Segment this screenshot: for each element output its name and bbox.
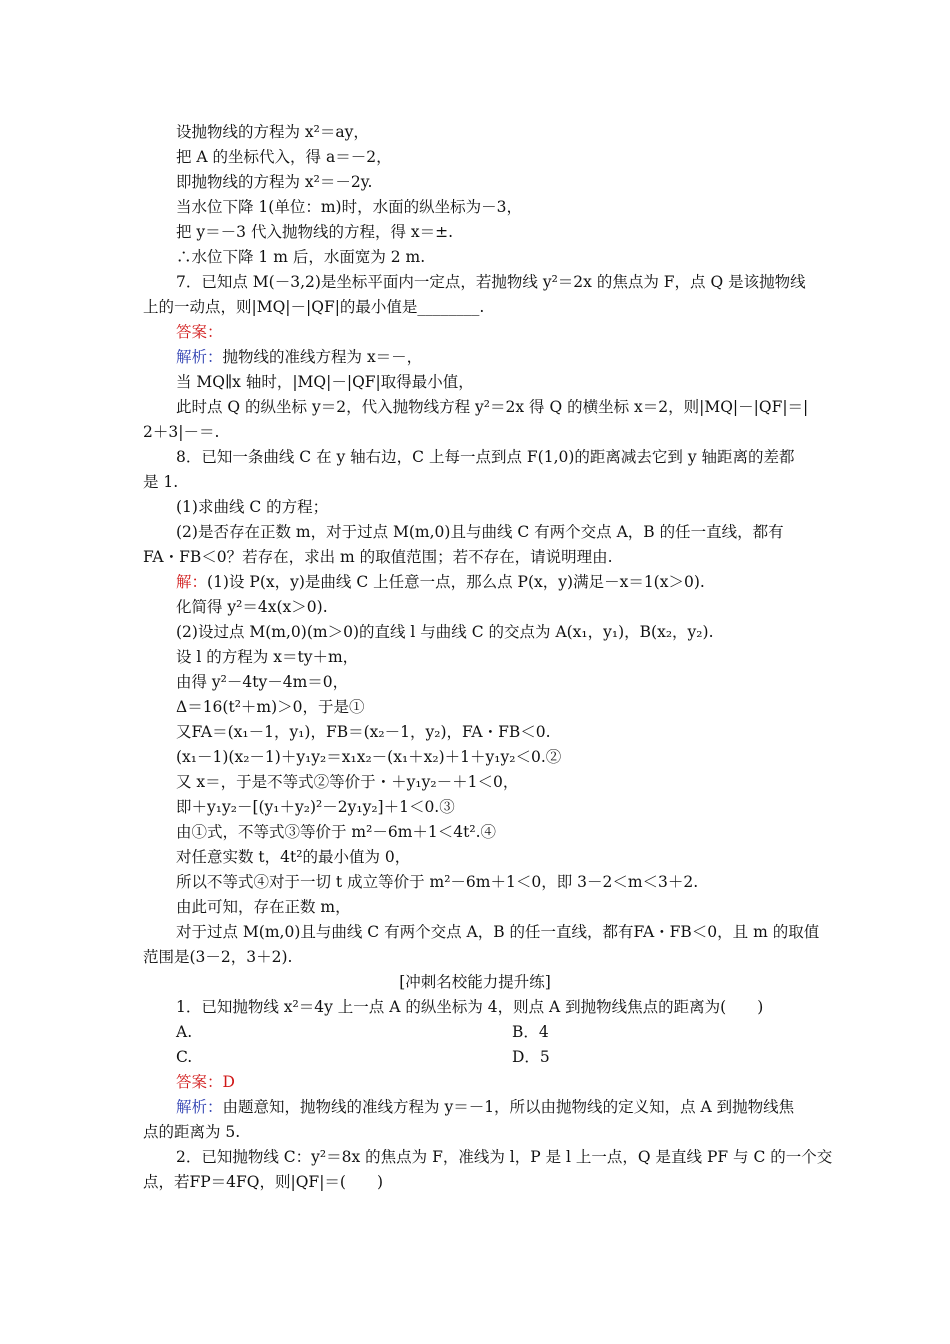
text-line: 由①式，不等式③等价于 m²－6m＋1＜4t².④ <box>176 823 496 841</box>
text-line: 点的距离为 5. <box>143 1123 241 1141</box>
option-c: C. <box>176 1048 193 1066</box>
answer-label: 答案：D <box>176 1073 235 1091</box>
text-line: 又 x＝，于是不等式②等价于・＋y₁y₂－＋1＜0， <box>176 773 519 791</box>
question-8: 8．已知一条曲线 C 在 y 轴右边，C 上每一点到点 F(1,0)的距离减去它到 y 轴距离的差都 <box>176 448 795 466</box>
section-heading: [冲刺名校能力提升练] <box>399 973 551 991</box>
text-line: 即抛物线的方程为 x²＝－2y. <box>176 173 373 191</box>
text-line: (2)是否存在正数 m，对于过点 M(m,0)且与曲线 C 有两个交点 A，B 的任一直线，都有 <box>176 523 784 541</box>
analysis-text: 由题意知，抛物线的准线方程为 y＝－1，所以由抛物线的定义知，点 A 到抛物线焦 <box>222 1098 795 1116</box>
question-2-cont: 点，若FP＝4FQ，则|QF|＝( ) <box>143 1173 384 1191</box>
text-line: 由得 y²－4ty－4m＝0， <box>176 673 349 691</box>
text-line: 又FA＝(x₁－1，y₁)，FB＝(x₂－1，y₂)，FA・FB＜0. <box>176 723 551 741</box>
analysis-line <box>176 346 422 368</box>
text-line: 对于过点 M(m,0)且与曲线 C 有两个交点 A，B 的任一直线，都有FA・FB＜0，且 m 的取值 <box>176 923 820 941</box>
question-8-cont: 是 1. <box>143 473 179 491</box>
text-line: 化简得 y²＝4x(x＞0). <box>176 598 328 616</box>
text-line: 把 A 的坐标代入，得 a＝－2， <box>176 148 392 166</box>
text-line: 所以不等式④对于一切 t 成立等价于 m²－6m＋1＜0，即 3－2＜m＜3＋2. <box>176 873 699 891</box>
option-b: B．4 <box>512 1023 549 1041</box>
question-7-cont: 上的一动点，则|MQ|－|QF|的最小值是________. <box>143 298 485 316</box>
analysis-line <box>176 1096 794 1118</box>
text-line: (x₁－1)(x₂－1)＋y₁y₂＝x₁x₂－(x₁＋x₂)＋1＋y₁y₂＜0.② <box>176 748 562 766</box>
option-d: D．5 <box>512 1048 550 1066</box>
question-2: 2．已知抛物线 C：y²＝8x 的焦点为 F，准线为 l，P 是 l 上一点，Q 是直线 PF 与 C 的一个交 <box>176 1148 833 1166</box>
text-line: 此时点 Q 的纵坐标 y＝2，代入抛物线方程 y²＝2x 得 Q 的横坐标 x＝2，则|MQ|－|QF|＝| <box>176 398 809 416</box>
text-line: 设抛物线的方程为 x²＝ay， <box>176 123 369 141</box>
text-line: (2)设过点 M(m,0)(m＞0)的直线 l 与曲线 C 的交点为 A(x₁，y₁)，B(x₂，y₂). <box>176 623 714 641</box>
text-line: 当 MQ∥x 轴时，|MQ|－|QF|取得最小值， <box>176 373 474 391</box>
text-line: 由此可知，存在正数 m， <box>176 898 351 916</box>
text-line: 即＋y₁y₂－[(y₁＋y₂)²－2y₁y₂]＋1＜0.③ <box>176 798 455 816</box>
question-1: 1．已知抛物线 x²＝4y 上一点 A 的纵坐标为 4，则点 A 到抛物线焦点的距离为( ) <box>176 998 764 1016</box>
analysis-label: 解析： <box>176 1098 223 1116</box>
question-7: 7．已知点 M(－3,2)是坐标平面内一定点，若抛物线 y²＝2x 的焦点为 F，点 Q 是该抛物线 <box>176 273 806 291</box>
text-line: 当水位下降 1(单位：m)时，水面的纵坐标为－3， <box>176 198 522 216</box>
analysis-text: 抛物线的准线方程为 x＝－， <box>222 348 423 366</box>
solution-label: 解： <box>176 573 208 591</box>
text-line: 范围是(3－2，3＋2). <box>143 948 293 966</box>
text-line: 2＋3|－＝. <box>143 423 220 441</box>
text-line: 对任意实数 t，4t²的最小值为 0， <box>176 848 411 866</box>
solution-line <box>176 571 705 593</box>
answer-label: 答案： <box>176 323 223 341</box>
text-line: 把 y＝－3 代入抛物线的方程，得 x＝±. <box>176 223 454 241</box>
text-line: (1)求曲线 C 的方程； <box>176 498 329 516</box>
text-line: Δ＝16(t²＋m)＞0，于是① <box>176 698 365 716</box>
text-line: ∴水位下降 1 m 后，水面宽为 2 m. <box>176 248 426 266</box>
text-line: FA・FB＜0？若存在，求出 m 的取值范围；若不存在，请说明理由. <box>143 548 613 566</box>
solution-text: (1)设 P(x，y)是曲线 C 上任意一点，那么点 P(x，y)满足－x＝1(x＞0). <box>207 573 705 591</box>
analysis-label: 解析： <box>176 348 223 366</box>
text-line: 设 l 的方程为 x＝ty＋m， <box>176 648 359 666</box>
option-a: A. <box>176 1023 193 1041</box>
